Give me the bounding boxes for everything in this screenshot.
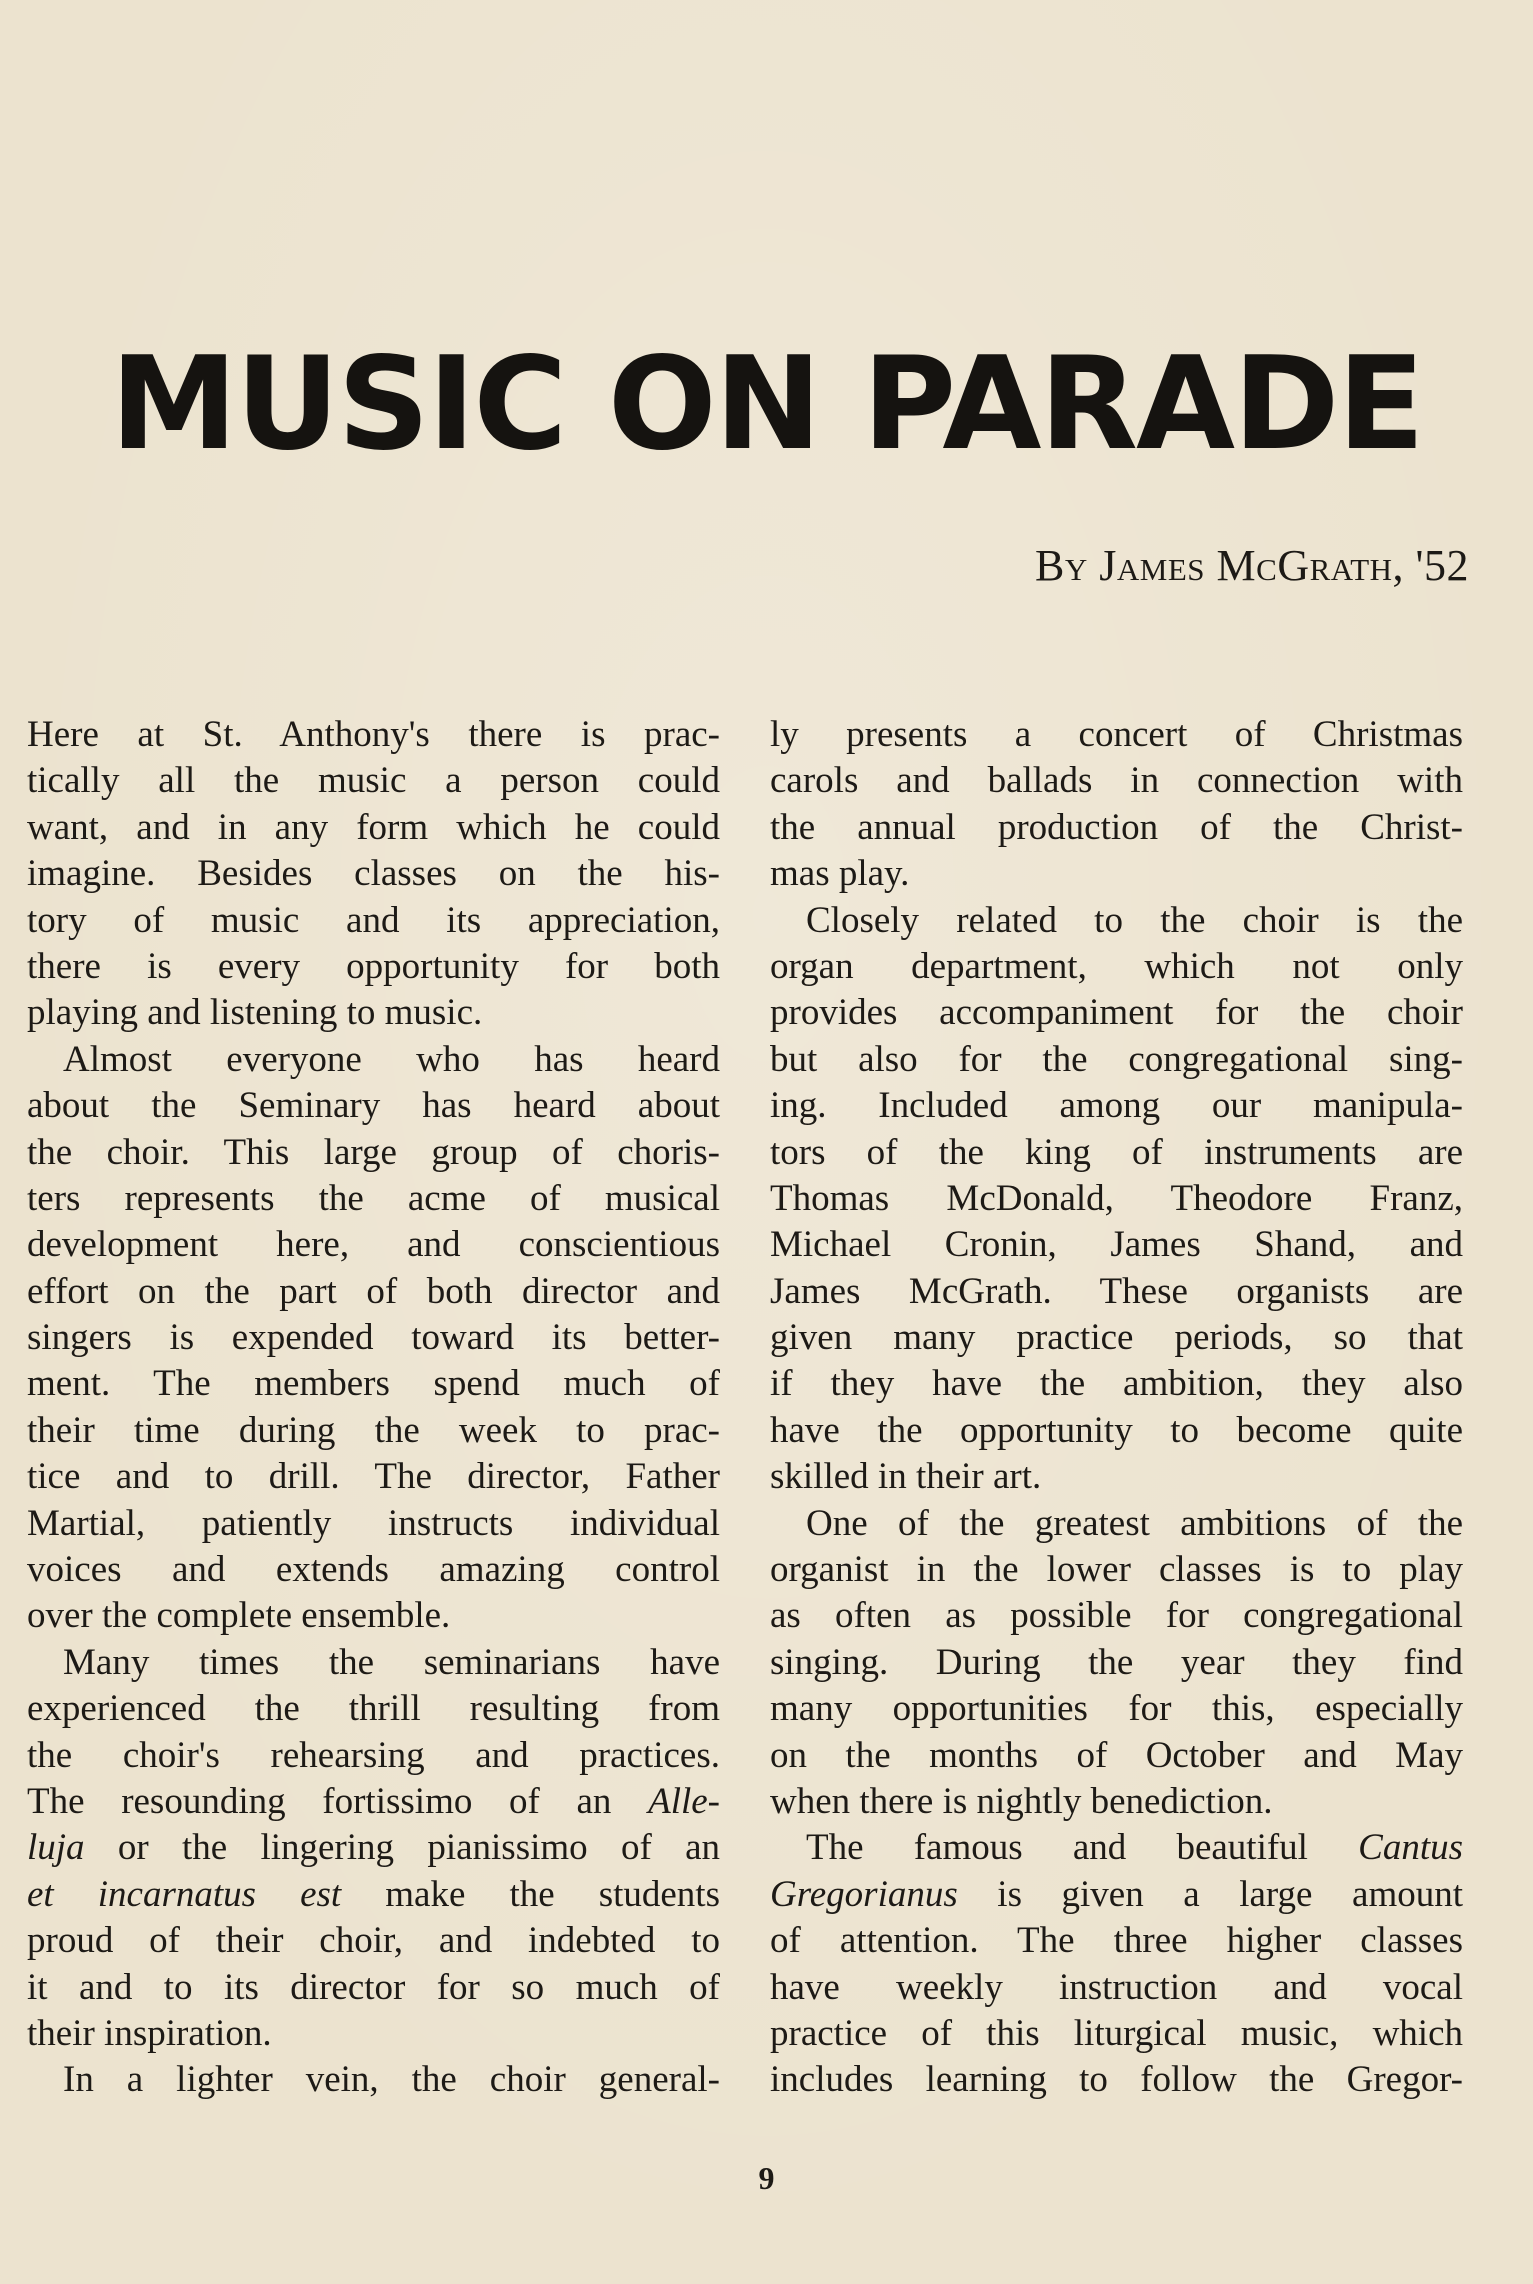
- text-line: there is every opportunity for both: [27, 945, 720, 987]
- text-line: mas play.: [770, 853, 910, 895]
- text-line: One of the greatest ambitions of the: [806, 1502, 1463, 1544]
- text-line: playing and listening to music.: [27, 992, 483, 1034]
- text-line: James McGrath. These organists are: [770, 1270, 1463, 1312]
- text-line: Closely related to the choir is the: [806, 899, 1463, 941]
- article-title: MUSIC ON PARADE: [110, 329, 1423, 479]
- text-line: provides accompaniment for the choir: [770, 992, 1463, 1034]
- text-line: singing. During the year they find: [770, 1641, 1463, 1683]
- text-line: over the complete ensemble.: [27, 1595, 451, 1637]
- text-line: Almost everyone who has heard: [63, 1038, 720, 1080]
- text-line: the choir. This large group of choris-: [27, 1131, 720, 1173]
- text-line: Gregorianus is given a large amount: [770, 1873, 1463, 1915]
- text-line: ly presents a concert of Christmas: [770, 714, 1463, 755]
- italic-term: et incarnatus est: [27, 1873, 342, 1915]
- text-line: as often as possible for congregational: [770, 1595, 1463, 1637]
- text-line: when there is nightly benediction.: [770, 1780, 1273, 1822]
- text-line: about the Seminary has heard about: [27, 1085, 720, 1127]
- page-number: 9: [758, 2160, 775, 2196]
- text-line: tors of the king of instruments are: [770, 1131, 1463, 1173]
- text-line: carols and ballads in connection with: [770, 760, 1463, 802]
- text-line: if they have the ambition, they also: [770, 1363, 1463, 1405]
- text-line: The famous and beautiful Cantus: [806, 1827, 1463, 1869]
- text-line: have weekly instruction and vocal: [770, 1966, 1463, 2008]
- text-line: Michael Cronin, James Shand, and: [770, 1224, 1463, 1266]
- text-line: given many practice periods, so that: [770, 1317, 1463, 1359]
- text-line: tically all the music a person could: [27, 760, 720, 802]
- text-line: ing. Included among our manipula-: [770, 1085, 1463, 1127]
- text-line: tice and to drill. The director, Father: [27, 1456, 720, 1498]
- text-line: of attention. The three higher classes: [770, 1920, 1463, 1962]
- text-line: their time during the week to prac-: [27, 1409, 720, 1451]
- text-line: their inspiration.: [27, 2012, 272, 2054]
- text-line: practice of this liturgical music, which: [770, 2012, 1463, 2054]
- italic-term: Alle-: [648, 1780, 720, 1822]
- text-line: want, and in any form which he could: [27, 806, 720, 848]
- text-line: voices and extends amazing control: [27, 1549, 720, 1591]
- text-line: many opportunities for this, especially: [770, 1688, 1463, 1730]
- text-line: ment. The members spend much of: [27, 1363, 720, 1405]
- text-line: et incarnatus est make the students: [27, 1873, 720, 1915]
- text-line: Here at St. Anthony's there is prac-: [27, 714, 720, 755]
- text-line: the annual production of the Christ-: [770, 806, 1463, 848]
- text-line: experienced the thrill resulting from: [27, 1688, 720, 1730]
- text-line: organ department, which not only: [770, 945, 1463, 987]
- italic-term: Gregorianus: [770, 1873, 958, 1915]
- text-line: luja or the lingering pianissimo of an: [27, 1827, 720, 1869]
- text-line: Thomas McDonald, Theodore Franz,: [770, 1177, 1463, 1219]
- text-line: singers is expended toward its better-: [27, 1317, 720, 1359]
- text-line: The resounding fortissimo of an Alle-: [27, 1780, 720, 1822]
- text-line: Many times the seminarians have: [63, 1641, 720, 1683]
- text-line: tory of music and its appreciation,: [27, 899, 720, 941]
- italic-term: Cantus: [1358, 1827, 1463, 1869]
- text-line: ters represents the acme of musical: [27, 1177, 720, 1219]
- left-text-column: [27, 712, 720, 2104]
- text-line: on the months of October and May: [770, 1734, 1463, 1776]
- text-line: Martial, patiently instructs individual: [27, 1502, 720, 1544]
- article-byline: By James McGrath, '52: [1035, 541, 1469, 590]
- text-line: imagine. Besides classes on the his-: [27, 853, 720, 895]
- text-line: effort on the part of both director and: [27, 1270, 720, 1312]
- text-line: skilled in their art.: [770, 1456, 1042, 1498]
- text-line: the choir's rehearsing and practices.: [27, 1734, 720, 1776]
- text-line: have the opportunity to become quite: [770, 1409, 1463, 1451]
- text-line: includes learning to follow the Gregor-: [770, 2059, 1463, 2101]
- text-line: proud of their choir, and indebted to: [27, 1920, 720, 1962]
- text-line: it and to its director for so much of: [27, 1966, 720, 2008]
- right-text-column: [770, 712, 1463, 2104]
- italic-term: luja: [27, 1827, 85, 1869]
- text-line: development here, and conscientious: [27, 1224, 720, 1266]
- text-line: organist in the lower classes is to play: [770, 1549, 1463, 1591]
- text-line: In a lighter vein, the choir general-: [63, 2059, 720, 2101]
- text-line: but also for the congregational sing-: [770, 1038, 1463, 1080]
